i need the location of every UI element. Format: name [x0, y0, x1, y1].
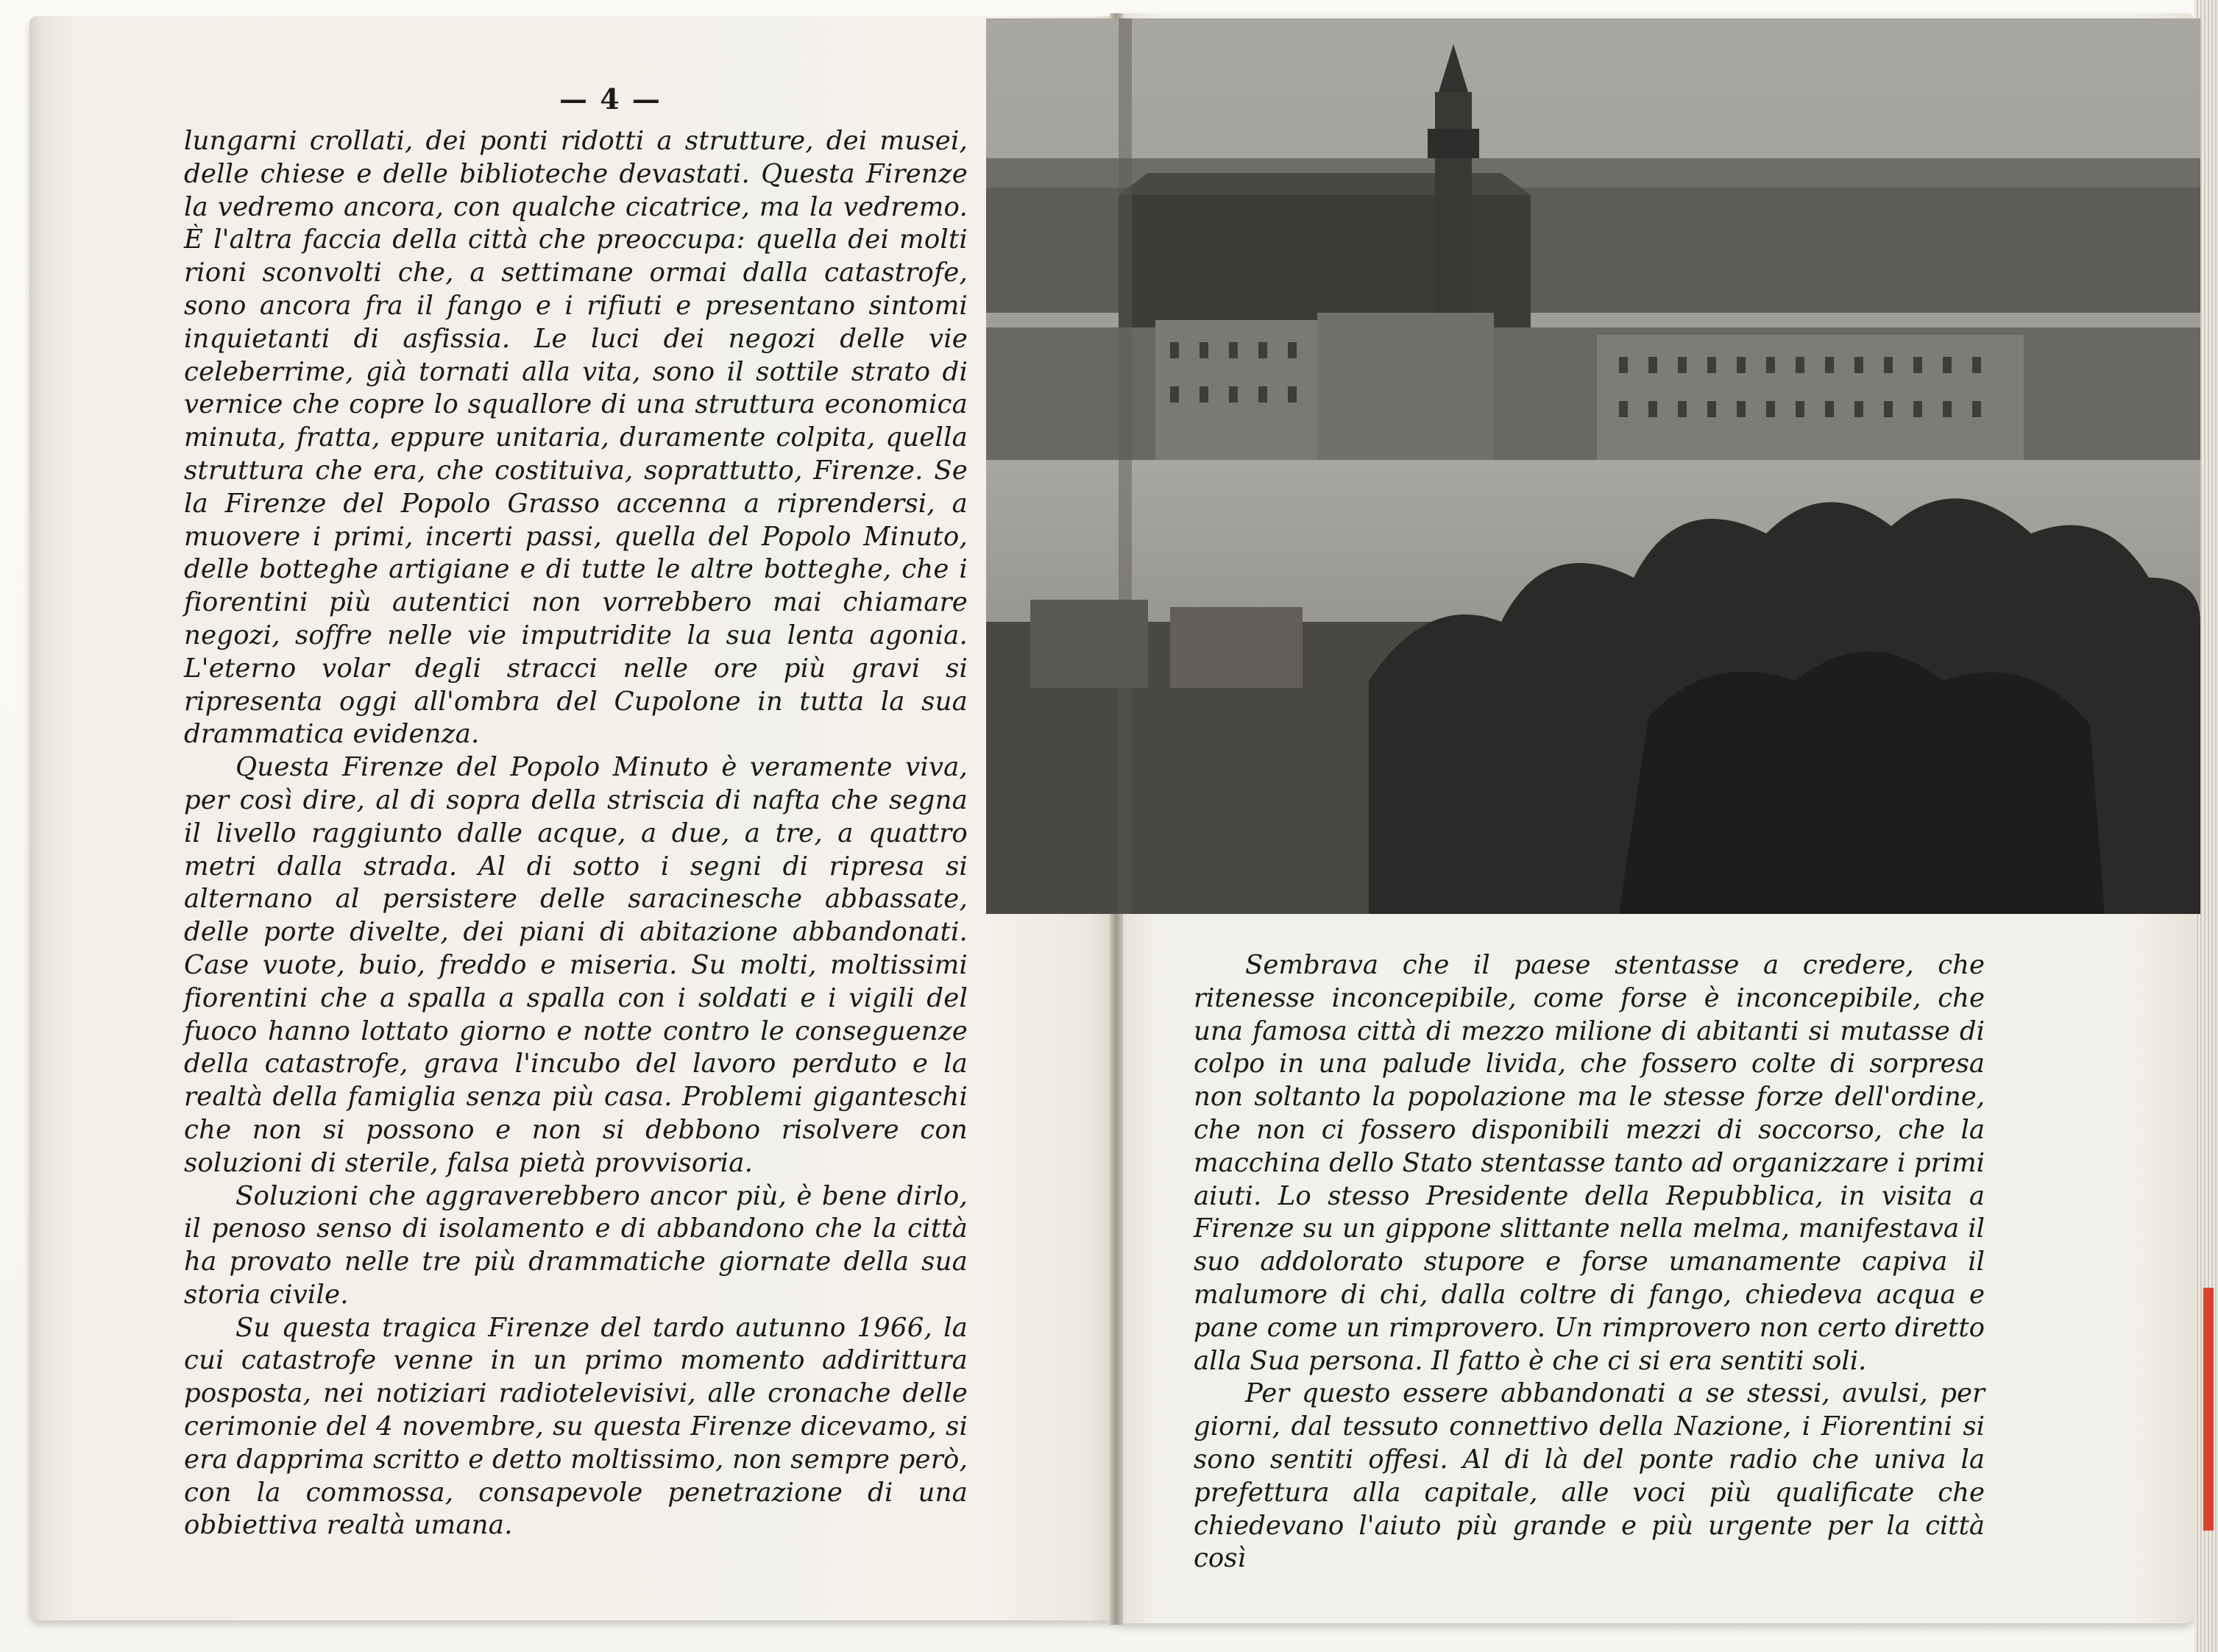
left-paragraph-1: lungarni crollati, dei ponti ridotti a strutture, dei musei, delle chiese e delle biblioteche devastati. Questa Firenze la vedremo ancora, con qualche cicatrice, ma la vedremo. È l'altra faccia della città che preoccupa: quella dei molti rioni sconvolti che, a settimane ormai dalla catastrofe, sono ancora fra il fango e i rifiuti e presentano sintomi inquietanti di asfissia. Le luci dei negozi delle vie celeberrime, già tornati alla vita, sono il sottile strato di vernice che copre lo squallore di una struttura economica minuta, fratta, eppure unitaria, duramente colpita, quella struttura che era, che costituiva, soprattutto, Firenze. Se la Firenze del Popolo Grasso accenna a riprendersi, a muovere i primi, incerti passi, quella del Popolo Minuto, delle botteghe artigiane e di tutte le altre botteghe, che i fiorentini più autentici non vorrebbero mai chiamare negozi, soffre nelle vie imputridite la sua lenta agonia. L'eterno volar degli stracci nelle ore più gravi si ripresenta oggi all'ombra del Cupolone in tutta la sua drammatica evidenza.	[184, 126, 968, 750]
right-paragraph-1: Sembrava che il paese stentasse a credere, che ritenesse inconcepibile, come forse è inconcepibile, che una famosa città di mezzo milione di abitanti si mutasse di colpo in una palude livida, che fossero colte di sorpresa non soltanto la popolazione ma le stesse forze dell'ordine, che non ci fossero disponibili mezzi di soccorso, che la macchina dello Stato stentasse tanto ad organizzare i primi aiuti. Lo stesso Presidente della Repubblica, in visita a Firenze su un gippone slittante nella melma, manifestava il suo addolorato stupore e forse umanamente capiva il malumore di chi, dalla coltre di fango, chiedeva acqua e pane come un rimprovero. Un rimprovero non certo diretto alla Sua persona. Il fatto è che ci si era sentiti soli.	[1194, 950, 1985, 1376]
left-paragraph-2: Questa Firenze del Popolo Minuto è veramente viva, per così dire, al di sopra della striscia di nafta che segna il livello raggiunto dalle acque, a due, a tre, a quattro metri dalla strada. Al di sotto i segni di ripresa si alternano al persistere delle saracinesche abbassate, delle porte divelte, dei piani di abitazione abbandonati. Case vuote, buio, freddo e miseria. Su molti, moltissimi fiorentini che a spalla a spalla con i soldati e i vigili del fuoco hanno lottato giorno e notte contro le conseguenze della catastrofe, grava l'incubo del lavoro perduto e la realtà della famiglia senza più casa. Problemi giganteschi che non si possono e non si debbono risolvere con soluzioni di sterile, falsa pietà provvisoria.	[184, 752, 968, 1178]
flood-photograph	[986, 18, 2200, 914]
photo-florence-flood-icon	[986, 18, 2200, 914]
right-column-text	[1194, 949, 1985, 1575]
right-paragraph-2: Per questo essere abbandonati a se stessi, avulsi, per giorni, dal tessuto connettivo della Nazione, i Fiorentini si sono sentiti offesi. Al di là del ponte radio che univa la prefettura alla capitale, alle voci più qualificate che chiedevano l'aiuto più grande e più urgente per la città così	[1194, 1378, 1985, 1574]
red-bookmark-tab	[2203, 1288, 2214, 1531]
left-paragraph-4: Su questa tragica Firenze del tardo autunno 1966, la cui catastrofe venne in un primo momento addirittura posposta, nei notiziari radiotelevisivi, alle cronache delle cerimonie del 4 novembre, su questa Firenze dicevamo, si era dapprima scritto e detto moltissimo, non sempre però, con la commossa, consapevole penetrazione di una obbiettiva realtà umana.	[184, 1312, 968, 1541]
left-column-text	[184, 125, 968, 1542]
page-number: — 4 —	[559, 82, 662, 116]
left-paragraph-3: Soluzioni che aggraverebbero ancor più, è bene dirlo, il penoso senso di isolamento e di abbandono che la città ha provato nelle tre più drammatiche giornate della sua storia civile.	[184, 1180, 968, 1310]
